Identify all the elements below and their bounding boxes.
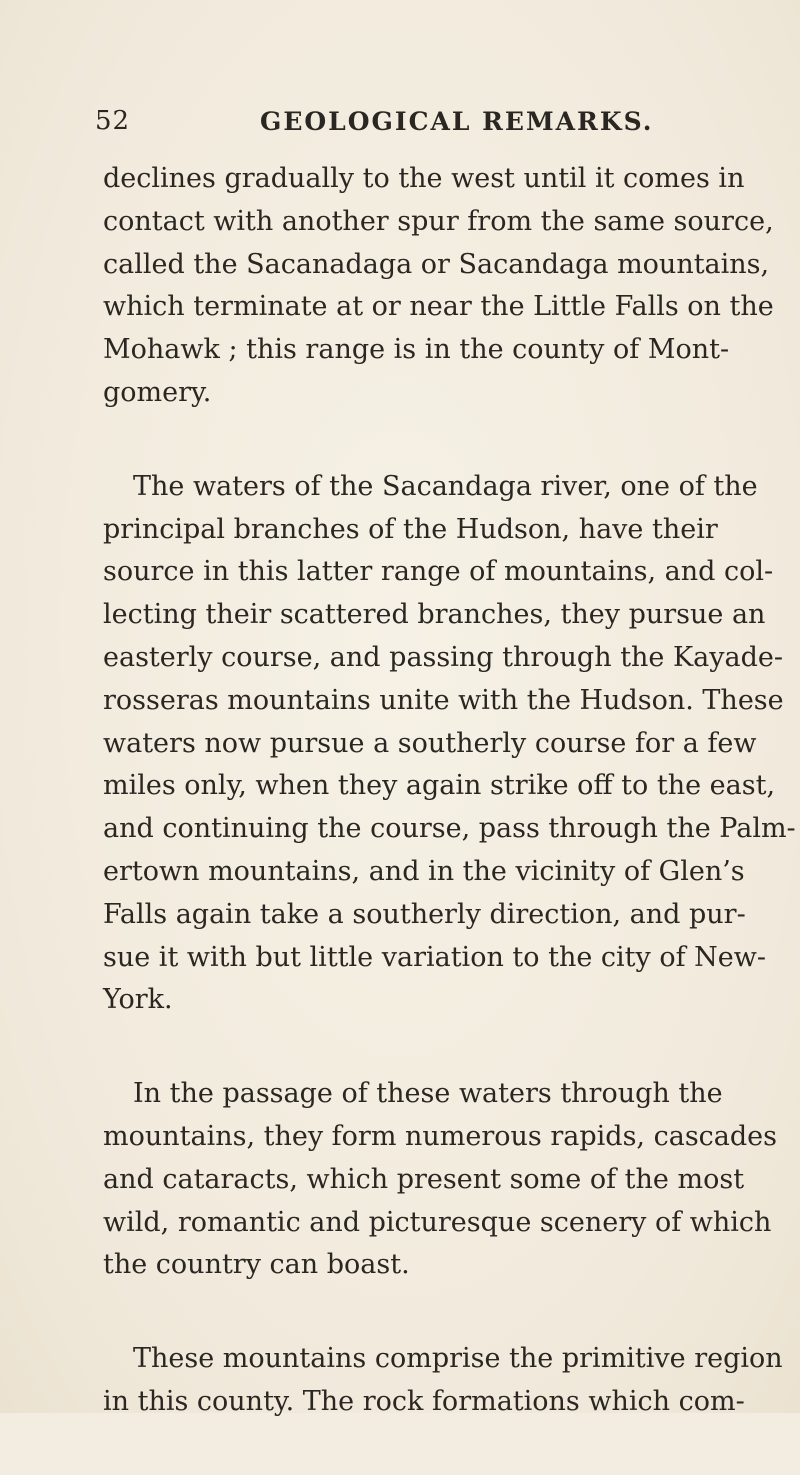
text-line: The waters of the Sacandaga river, one of the [133,470,758,502]
text-line: declines gradually to the west until it comes in [103,163,745,194]
text-line: and continuing the course, pass through the Palm- [103,813,796,845]
text-line: York. [103,984,173,1016]
text-line: Mohawk ; this range is in the county of Mont- [103,334,730,366]
text-line: in this county. The rock formations which com- [103,1385,745,1417]
text-line: miles only, when they again strike off to the east, [103,770,776,802]
text-line: sue it with but little variation to the city of New- [103,941,767,973]
text-line: source in this latter range of mountains, and col- [103,556,774,588]
text-line: ertown mountains, and in the vicinity of Glen’s [103,855,745,887]
text-line: wild, romantic and picturesque scenery of which [103,1206,772,1238]
running-head: GEOLOGICAL REMARKS. [260,107,654,136]
text-line: waters now pursue a southerly course for a few [103,727,757,759]
paragraph [103,1338,783,1424]
text-line: lecting their scattered branches, they pursue an [103,599,766,631]
page-number: 52 [95,106,131,136]
text-line: the country can boast. [103,1249,410,1281]
paragraph [103,1073,778,1287]
text-line: In the passage of these waters through the [133,1078,723,1110]
text-line: contact with another spur from the same source, [103,205,774,237]
text-line: called the Sacanadaga or Sacandaga mountains, [103,248,770,280]
text-line: mountains, they form numerous rapids, cascades [103,1120,778,1152]
text-line: gomery. [103,376,212,408]
text-line: rosseras mountains unite with the Hudson. These [103,684,784,716]
text-line: Falls again take a southerly direction, and pur- [103,898,746,930]
page-header [95,106,705,140]
text-line: and cataracts, which present some of the most [103,1163,745,1195]
paragraph [103,466,796,1022]
text-line: which terminate at or near the Little Falls on the [103,291,774,323]
text-line: principal branches of the Hudson, have their [103,513,718,545]
paragraph [103,158,774,415]
text-line: These mountains comprise the primitive region [133,1343,783,1375]
text-line: easterly course, and passing through the Kayade- [103,641,783,673]
body-text [103,158,796,1475]
